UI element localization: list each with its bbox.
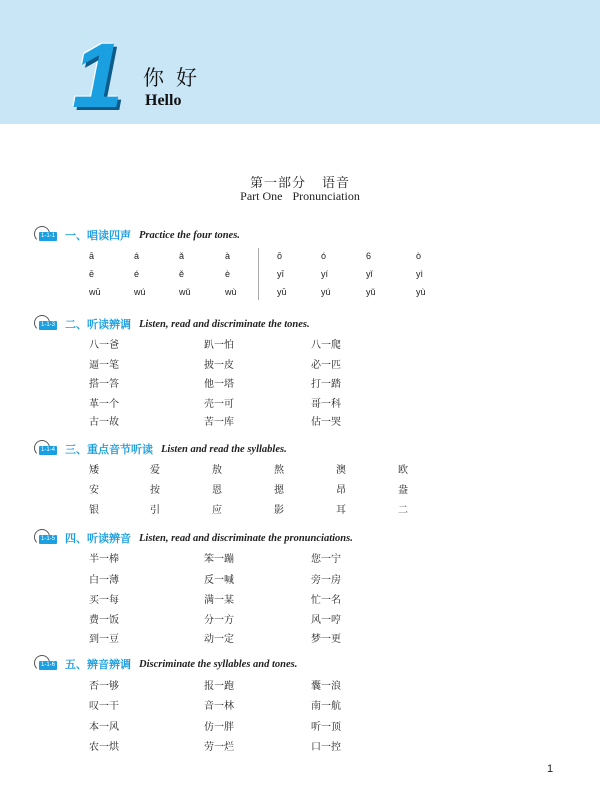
key-syllable: 耳 (336, 505, 346, 516)
pronunciation-pair: 反一喊 (204, 575, 234, 586)
part-title-en (0, 189, 600, 204)
audio-track-badge: 1-1-3 (41, 322, 56, 328)
part-title-en-2: Pronunciation (292, 189, 360, 203)
key-syllable: 二 (398, 505, 408, 516)
pronunciation-pair: 笨一蹦 (204, 554, 234, 565)
section-title-cn: 一、唱读四声 (65, 229, 131, 242)
headphone-icon[interactable] (33, 226, 59, 244)
tone-syllable: ó (321, 251, 327, 261)
chapter-header (0, 0, 600, 127)
key-syllable: 安 (89, 485, 99, 496)
section-heading (33, 529, 353, 547)
tone-syllable: ǎ (179, 251, 185, 261)
page-number: 1 (547, 763, 554, 775)
tone-syllable: ō (277, 251, 283, 261)
pronunciation-pair: 费一饭 (89, 615, 119, 626)
lesson-number: 1 (72, 25, 124, 127)
part-title-cn-2: 语音 (322, 176, 351, 191)
section-heading (33, 440, 287, 458)
syllable-tone-pair: 报一跑 (204, 681, 234, 692)
audio-track-badge: 1-1-4 (41, 447, 56, 453)
tone-syllable: yǐ (366, 269, 373, 279)
audio-track-badge: 1-1-5 (41, 536, 56, 542)
tone-pair: 披一皮 (204, 360, 234, 371)
tone-pair: 趴一怕 (204, 340, 234, 351)
tone-syllable: yì (416, 269, 424, 279)
key-syllable: 昂 (336, 485, 346, 496)
tone-syllable: yí (321, 269, 329, 279)
tone-syllable: ò (416, 251, 422, 261)
tone-syllable: ē (89, 269, 95, 279)
section-heading (33, 226, 240, 244)
audio-track-badge: 1-1-6 (41, 662, 56, 668)
section-heading (33, 315, 310, 333)
pronunciation-pair: 买一每 (89, 595, 119, 606)
headphone-icon[interactable] (33, 315, 59, 333)
tone-syllable: è (225, 269, 231, 279)
syllable-tone-pair: 南一航 (311, 701, 341, 712)
tone-syllable: à (225, 251, 231, 261)
key-syllable: 影 (274, 505, 284, 516)
syllable-tone-pair: 仿一胖 (204, 722, 234, 733)
tone-syllable: yǔ (366, 287, 376, 297)
pronunciation-pair: 风一哼 (311, 615, 341, 626)
section-title-en: Listen, read and discriminate the pronunciations. (139, 532, 353, 544)
key-syllable: 盎 (398, 485, 408, 496)
pronunciation-pair: 您一宁 (311, 554, 341, 565)
syllable-tone-pair: 听一顶 (311, 722, 341, 733)
tone-pair: 古一故 (89, 417, 119, 428)
syllable-tone-pair: 叹一干 (89, 701, 119, 712)
headphone-icon[interactable] (33, 529, 59, 547)
tone-syllable: é (134, 269, 140, 279)
key-syllable: 应 (212, 505, 222, 516)
section-title-en: Listen and read the syllables. (161, 443, 287, 455)
syllable-tone-pair: 本一风 (89, 722, 119, 733)
pronunciation-pair: 满一某 (204, 595, 234, 606)
tone-pair: 打一踏 (311, 379, 341, 390)
section-title-en: Discriminate the syllables and tones. (139, 658, 298, 670)
pronunciation-pair: 分一方 (204, 615, 234, 626)
tone-syllable: 6 (366, 251, 372, 261)
tone-divider (258, 248, 259, 300)
tone-pair: 革一个 (89, 399, 119, 410)
pronunciation-pair: 旁一房 (311, 575, 341, 586)
part-title-cn-1: 第一部分 (249, 176, 306, 191)
syllable-tone-pair: 农一烘 (89, 742, 119, 753)
section-title-cn: 四、听读辨音 (65, 532, 131, 545)
tone-syllable: yù (416, 287, 426, 297)
tone-syllable: á (134, 251, 140, 261)
key-syllable: 矮 (89, 465, 99, 476)
tone-syllable: yú (321, 287, 331, 297)
tone-syllable: wǔ (179, 287, 191, 297)
tone-pair: 必一匹 (311, 360, 341, 371)
tone-syllable: yī (277, 269, 285, 279)
headphone-icon[interactable] (33, 655, 59, 673)
key-syllable: 爱 (150, 465, 160, 476)
tone-syllable: wū (89, 287, 101, 297)
headphone-icon[interactable] (33, 440, 59, 458)
tone-pair: 八一爬 (311, 340, 341, 351)
syllable-tone-pair: 口一控 (311, 742, 341, 753)
part-title-en-1: Part One (240, 189, 283, 203)
pronunciation-pair: 半一棒 (89, 554, 119, 565)
section-title-en: Listen, read and discriminate the tones. (139, 318, 310, 330)
tone-pair: 苦一库 (204, 417, 234, 428)
pronunciation-pair: 到一豆 (89, 634, 119, 645)
key-syllable: 引 (150, 505, 160, 516)
tone-pair: 哥一科 (311, 399, 341, 410)
section-title-cn: 五、辨音辨调 (65, 658, 131, 671)
pronunciation-pair: 忙一名 (311, 595, 341, 606)
tone-pair: 他一塔 (204, 379, 234, 390)
key-syllable: 摁 (274, 485, 284, 496)
key-syllable: 熬 (274, 465, 284, 476)
tone-pair: 逼一笔 (89, 360, 119, 371)
tone-syllable: ě (179, 269, 185, 279)
tone-syllable: wù (225, 287, 237, 297)
lesson-title-cn: 你好 (143, 66, 209, 90)
section-title-cn: 二、听读辨调 (65, 318, 131, 331)
section-heading (33, 655, 297, 673)
audio-track-badge: 1-1-1 (41, 233, 56, 239)
key-syllable: 澳 (336, 465, 346, 476)
tone-pair: 八一爸 (89, 340, 119, 351)
tone-syllable: ā (89, 251, 95, 261)
key-syllable: 敖 (212, 465, 222, 476)
syllable-tone-pair: 囊一浪 (311, 681, 341, 692)
tone-syllable: wú (134, 287, 146, 297)
lesson-title-en: Hello (145, 92, 182, 109)
tone-pair: 搭一答 (89, 379, 119, 390)
key-syllable: 按 (150, 485, 160, 496)
pronunciation-pair: 白一薄 (89, 575, 119, 586)
tone-syllable: yū (277, 287, 287, 297)
pronunciation-pair: 梦一更 (311, 634, 341, 645)
key-syllable: 恩 (212, 485, 222, 496)
pronunciation-pair: 动一定 (204, 634, 234, 645)
syllable-tone-pair: 否一够 (89, 681, 119, 692)
section-title-cn: 三、重点音节听读 (65, 443, 153, 456)
key-syllable: 银 (89, 505, 99, 516)
syllable-tone-pair: 音一林 (204, 701, 234, 712)
tone-pair: 估一哭 (311, 417, 341, 428)
syllable-tone-pair: 劳一烂 (204, 742, 234, 753)
section-title-en: Practice the four tones. (139, 229, 240, 241)
tone-pair: 壳一可 (204, 399, 234, 410)
key-syllable: 欧 (398, 465, 408, 476)
